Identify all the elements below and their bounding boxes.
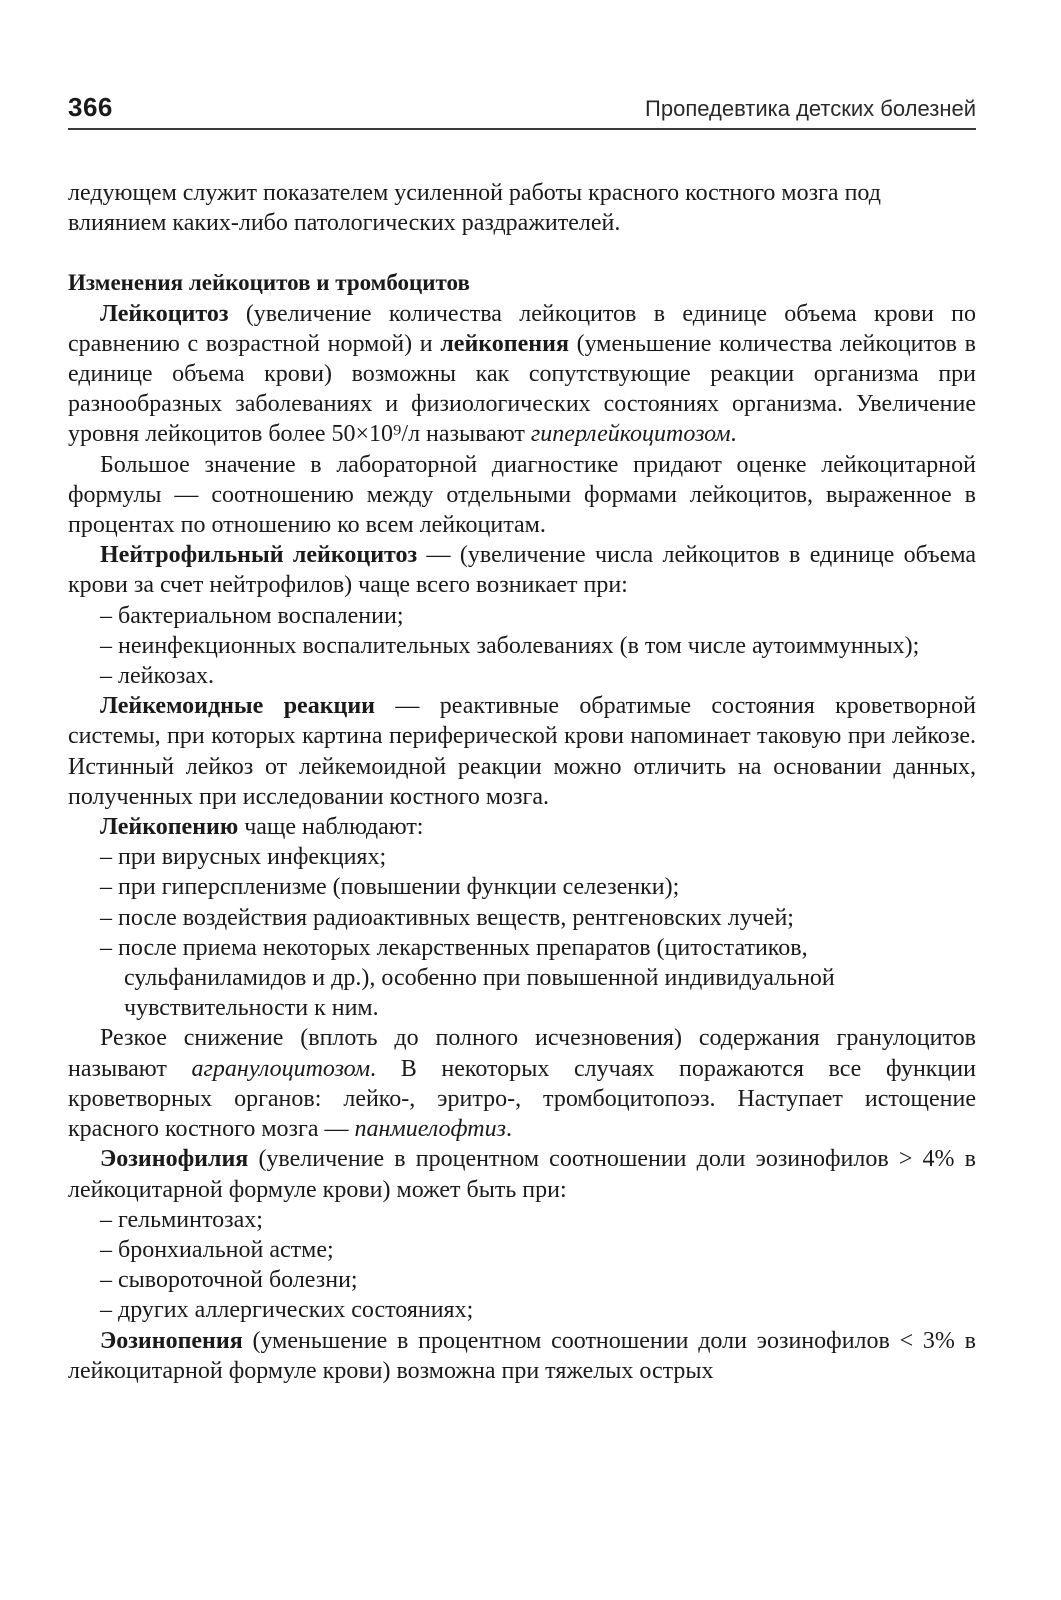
- term-leukemoid-reactions: Лейкемоидные реакции: [100, 693, 376, 720]
- list-item: – после воздействия радиоактивных веществ, рентгеновских лучей;: [100, 904, 794, 931]
- paragraph-neutrophilic: Нейтрофильный лейкоцитоз — (увеличение числа лейкоцитов в единице объема крови за счет нейтрофилов) чаще всего возникает при:: [68, 542, 977, 599]
- term-leukopenia: лейкопения: [440, 330, 569, 357]
- list-neutrophilic-causes: [68, 601, 976, 692]
- list-item: – при гиперспленизме (повышении функции селезенки);: [100, 874, 680, 901]
- term-eosinopenia: Эозинопения: [100, 1327, 243, 1354]
- page-number: 366: [68, 92, 113, 122]
- paragraph-leukopenia-intro: Лейкопению чаще наблюдают:: [100, 814, 424, 841]
- running-title: Пропедевтика детских болезней: [645, 96, 976, 121]
- list-item: – бактериальном воспалении;: [100, 602, 404, 629]
- term-neutrophilic-leukocytosis: Нейтрофильный лейкоцитоз: [100, 542, 418, 569]
- section-title: Изменения лейкоцитов и тромбоцитов: [68, 270, 470, 296]
- term-leukocytosis: Лейкоцитоз: [100, 300, 229, 327]
- paragraph-leukemoid: Лейкемоидные реакции — реактивные обратимые состояния кроветворной системы, при которых картина периферической крови напоминает таковую при лейкозе. Истинный лейкоз от лейкемоидной реакции можно отличить на основании данных, полученных при исследовании костного мозга.: [68, 693, 976, 810]
- paragraph-eosinopenia: Эозинопения (уменьшение в процентном соотношении доли эозинофилов < 3% в лейкоцитарной формуле крови) возможна при тяжелых острых: [68, 1327, 976, 1384]
- paragraph-leukocyte-formula: Большое значение в лабораторной диагностике придают оценке лейкоцитарной формулы — соотношению между отдельными формами лейкоцитов, выраженное в процентах по отношению ко всем лейкоцитам.: [68, 451, 976, 539]
- paragraph-leukocytosis: Лейкоцитоз (увеличение количества лейкоцитов в единице объема крови по сравнению с возрастной нормой) и лейкопения (уменьшение количества лейкоцитов в единице объема крови) возможны как сопутствующие реакции организма при разнообразных заболеваниях и физиологических состояниях организма. Увеличение уровня лейкоцитов более 50×10⁹/л называют гиперлейкоцитозом.: [68, 300, 976, 448]
- term-panmyelophthisis: панмиелофтиз: [354, 1116, 506, 1143]
- term-eosinophilia: Эозинофилия: [100, 1146, 249, 1173]
- paragraph-agranulocytosis: Резкое снижение (вплоть до полного исчезновения) содержания гранулоцитов называют агранулоцитозом. В некоторых случаях поражаются все функции кроветворных органов: лейко-, эритро-, тромбоцитопоэз. Наступает истощение красного костного мозга — панмиелофтиз.: [68, 1025, 976, 1143]
- list-eosinophilia-causes: [68, 1205, 976, 1326]
- term-leukopenia-acc: Лейкопению: [100, 814, 239, 841]
- list-item: – гельминтозах;: [100, 1206, 263, 1233]
- page-header: [68, 88, 976, 130]
- list-item: – сывороточной болезни;: [100, 1267, 358, 1294]
- term-agranulocytosis: агранулоцитозом: [191, 1055, 371, 1082]
- list-item: – бронхиальной астме;: [100, 1236, 334, 1263]
- list-item: – после приема некоторых лекарственных препаратов (цитостатиков, сульфаниламидов и др.), особенно при повышенной индивидуальной чувствительности к ним.: [100, 934, 835, 1022]
- list-leukopenia-causes: [68, 842, 976, 1023]
- list-item: – других аллергических состояниях;: [100, 1297, 474, 1324]
- paragraph-continuation: ледующем служит показателем усиленной работы красного костного мозга под влиянием каких-либо патологических раздражителей.: [68, 180, 881, 237]
- list-item: – лейкозах.: [100, 663, 215, 690]
- page-body: [68, 178, 976, 1386]
- paragraph-eosinophilia: Эозинофилия (увеличение в процентном соотношении доли эозинофилов > 4% в лейкоцитарной формуле крови) может быть при:: [68, 1146, 976, 1203]
- list-item: – неинфекционных воспалительных заболеваниях (в том числе аутоиммунных);: [100, 632, 920, 659]
- list-item: – при вирусных инфекциях;: [100, 844, 387, 871]
- book-page: [68, 88, 976, 1386]
- term-hyperleukocytosis: гиперлейкоцитозом: [530, 421, 731, 448]
